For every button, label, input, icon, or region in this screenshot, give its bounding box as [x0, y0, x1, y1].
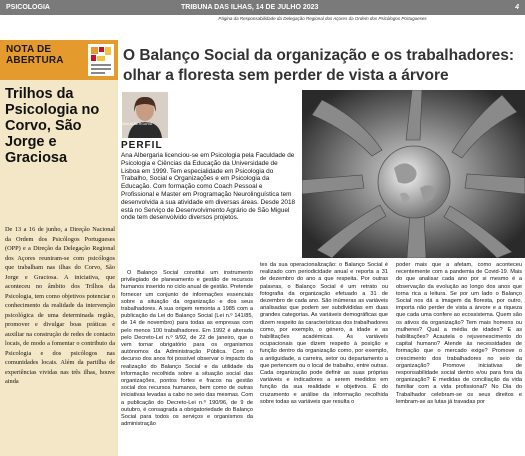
opp-logo-icon — [88, 44, 114, 76]
body-column-1 — [121, 270, 253, 428]
author-photo — [122, 92, 168, 138]
column-3-text: poder mais que a afetam, como aconteceu recentemente com a pandemia de Covid-19. Mais do que analisar cada ano por si mesmo é a observação da evolução ao longo dos anos que torna rica a leitura. Se por um lado o Balanço Social nos dá a imagem da floresta, por outro, importa não perder de vista a árvore e a riqueza que cada uma confere ao ecossistema. Quem são os ativos da organização? Tem mais homens ou mulheres? Qual a média de idades? E as habilitações? Acautela o rejuvenescimento do capital humano? Atende às necessidades de formação que o mercado exige? Promove o crescimento dos trabalhadores no seio da organização? Promove iniciativas de responsabilidade social dentro e/ou para fora da organização? E medidas de conciliação da vida familiar com a vida profissional? No Dia do Trabalhador celebram-se os seus direitos e lembram-se as lutas já travadas por — [396, 262, 522, 405]
responsibility-line: Página da Responsabilidade da Delegação Regional dos Açores da Ordem dos Psicólogos Portugueses — [218, 16, 427, 21]
nota-banner — [0, 40, 118, 80]
nota-label — [6, 44, 64, 66]
body-column-2 — [260, 262, 388, 406]
profile-body: Ana Albergaria licenciou-se em Psicologia pela Faculdade de Psicologia e Ciências da Educação da Universidade de Lisboa em 1999. Tem especialidade em Psicologia do Trabalho, Social e Organizações e em Psicologia da Educação. Com formação como Coach Pessoal e Profissional e Master em Programação Neurolinguística tem desenvolvida a sua atividade em diversas áreas. Desde 2018 está no Serviço de Desenvolvimento Agrário de São Miguel onde tem desenvolvido diversos projetos. — [121, 152, 296, 222]
body-column-3 — [396, 262, 522, 406]
nota-line1: NOTA DE — [6, 44, 52, 55]
page-number: 4 — [515, 4, 519, 11]
photo-caption: ANA ALBERGARIA — [122, 122, 153, 126]
section-label: PSICOLOGIA — [6, 4, 50, 11]
left-column — [0, 40, 118, 456]
main-headline: O Balanço Social da organização e os trabalhadores: olhar a floresta sem perder de vista a árvore — [123, 47, 515, 84]
column-1-text: O Balanço Social constitui um instrumento privilegiado de planeamento e gestão de recursos humanos inserido no ciclo anual de gestão. Pretende fornecer um conjunto de informações essenciais sobre a situação da organização e dos seus trabalhadores. A sua origem remonta a 1985 com a publicação da Lei do Balanço Social (Lei n.º 141/85, de 14 de novembro) para todas as empresas com pelo menos 100 trabalhadores. Em 1992 é alterada pelo Decreto-Lei n.º 9/92, de 22 de janeiro, que o vem tornar obrigatório para os organismos autónomos da Administração Pública. Com o decurso dos anos foi possível observar o impacto da realização do Balanço Social e da utilidade da informação recolhida sobre a situação social das organizações, pontos fortes e fracos na gestão social dos recursos humanos, bem como de outras iniciativas levadas a cabo no seio das mesmas. Com a publicação do Decreto-Lei n.º 190/96, de 9 de outubro, é consagrada a obrigatoriedade do Balanço Social para todos os serviços e organismos da administração — [121, 270, 253, 428]
nota-line2: ABERTURA — [6, 55, 64, 66]
profile-heading: PERFIL — [121, 140, 163, 151]
left-article-body: De 13 a 16 de junho, a Direção Nacional da Ordem dos Psicólogos Portugueses (OPP) e a Direção da Delegação Regional dos Açores reuniram-se com psicólogos que trabalham nas ilhas do Corvo, São Jorge e Graciosa. A iniciativa, que aconteceu no âmbito dos Trilhos da Psicologia, tem como objetivos potenciar o conhecimento da realidade da intervenção psicológica de uma determinada região, promover e divulgar boas práticas e auxiliar na construção de redes de contacto locais, de modo a fomentar o contributo da Psicologia e dos psicólogos nas comunidades locais. Além da partilha de experiências vividas nas três ilhas, houve ainda — [5, 226, 115, 385]
hands-globe-image — [302, 90, 525, 258]
column-2-text: tes da sua operacionalização: o Balanço Social é realizado com periodicidade anual e reporta a 31 de dezembro do ano a que respeita. Por outras palavras, o Balanço Social é um retrato ou fotografia da organização efetuado a 31 de dezembro de cada ano. São inúmeras as variáveis analisadas que podem ser subdivididas em duas grandes categorias. As variáveis demográficas que dizem respeito às características dos trabalhadores como, por exemplo, o género, a idade e as habilitações académicas. As variáveis ocupacionais que dizem respeito à posição e função dentro da organização como, por exemplo, a antiguidade, a carreira, setor ou departamento a que pertencem ou o local de trabalho, entre outras. Cada organização pode definir as suas próprias variáveis e indicadores a serem medidos em função da sua realidade e objetivos. É do cruzamento e análise da informação recolhida sobre todas as variáveis que resulta o — [260, 262, 388, 405]
paper-title: TRIBUNA DAS ILHAS, 14 DE JULHO 2023 — [181, 4, 319, 11]
left-article-title: Trilhos da Psicologia no Corvo, São Jorge e Graciosa — [5, 86, 100, 166]
top-bar — [0, 0, 525, 15]
hands-globe-illustration-icon — [302, 90, 525, 258]
author-portrait-icon — [122, 92, 168, 138]
